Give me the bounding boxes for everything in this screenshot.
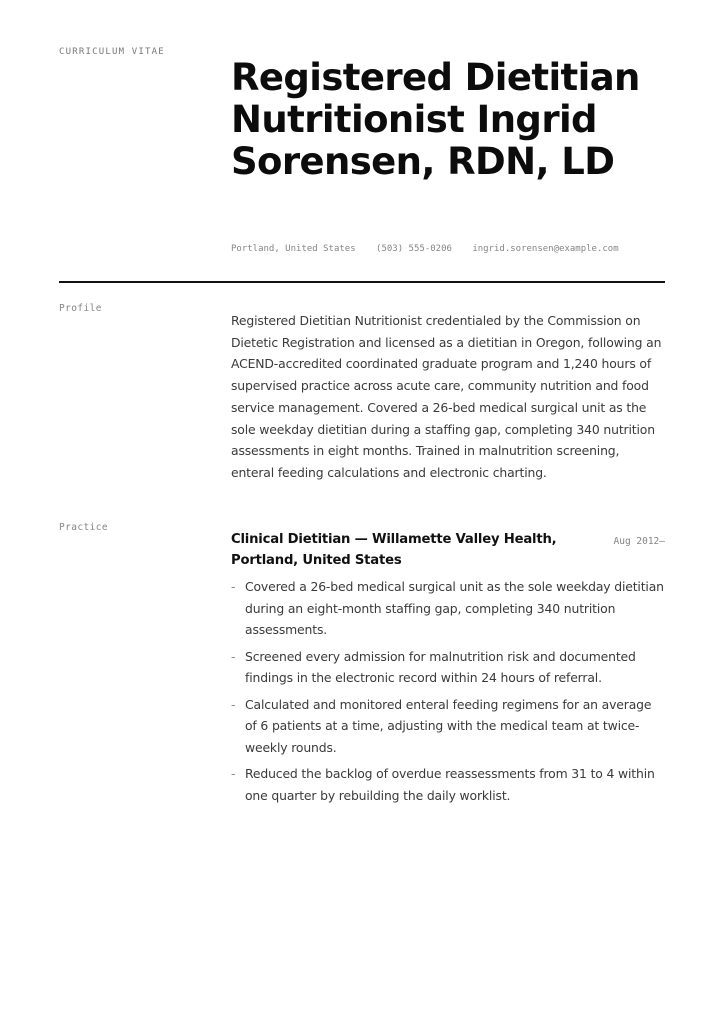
list-item [231, 646, 665, 689]
list-item [231, 763, 665, 806]
job-bullet-list [231, 576, 665, 811]
profile-section-label: Profile [59, 303, 102, 314]
bullet-marker: - [231, 579, 236, 594]
header-divider [59, 281, 665, 283]
job-title: Clinical Dietitian — Willamette Valley Health, Portland, United States [231, 532, 557, 568]
bullet-text: Screened every admission for malnutrition risk and documented findings in the electronic record within 24 hours of referral. [245, 648, 636, 685]
bullet-marker: - [231, 648, 236, 664]
bullet-text: Covered a 26-bed medical surgical unit as the sole weekday dietitian during an eight-month staffing gap, completing 340 nutrition assessments. [245, 579, 664, 637]
bullet-text: Calculated and monitored enteral feeding regimens for an average of 6 patients at a time, adjusting with the medical team at twice-weekly rounds. [245, 696, 652, 755]
bullet-text: Reduced the backlog of overdue reassessments from 31 to 4 within one quarter by rebuilding the daily worklist. [245, 766, 655, 803]
profile-text: Registered Dietitian Nutritionist credentialed by the Commission on Dietetic Registration and licensed as a dietitian in Oregon, following an ACEND-accredited coordinated graduate program and 1,240 hours of supervised practice across acute care, community nutrition and food service management. Covered a 26-bed medical surgical unit as the sole weekday dietitian during a staffing gap, completing 340 nutrition assessments in eight months. Trained in malnutrition screening, enteral feeding calculations and electronic charting. [231, 313, 662, 480]
contact-line [231, 244, 619, 254]
contact-phone: (503) 555-0206 [376, 244, 452, 254]
candidate-name: Registered Dietitian Nutritionist Ingrid Sorensen, RDN, LD [231, 56, 640, 183]
bullet-marker: - [231, 696, 236, 712]
practice-section-label: Practice [59, 522, 108, 533]
contact-email[interactable]: ingrid.sorensen@example.com [472, 244, 619, 254]
contact-location: Portland, United States [231, 244, 356, 254]
list-item [231, 694, 665, 759]
list-item [231, 576, 665, 641]
job-dates: Aug 2012– [613, 536, 665, 547]
bullet-marker: - [231, 766, 236, 781]
curriculum-vitae-label: CURRICULUM VITAE [59, 47, 165, 57]
